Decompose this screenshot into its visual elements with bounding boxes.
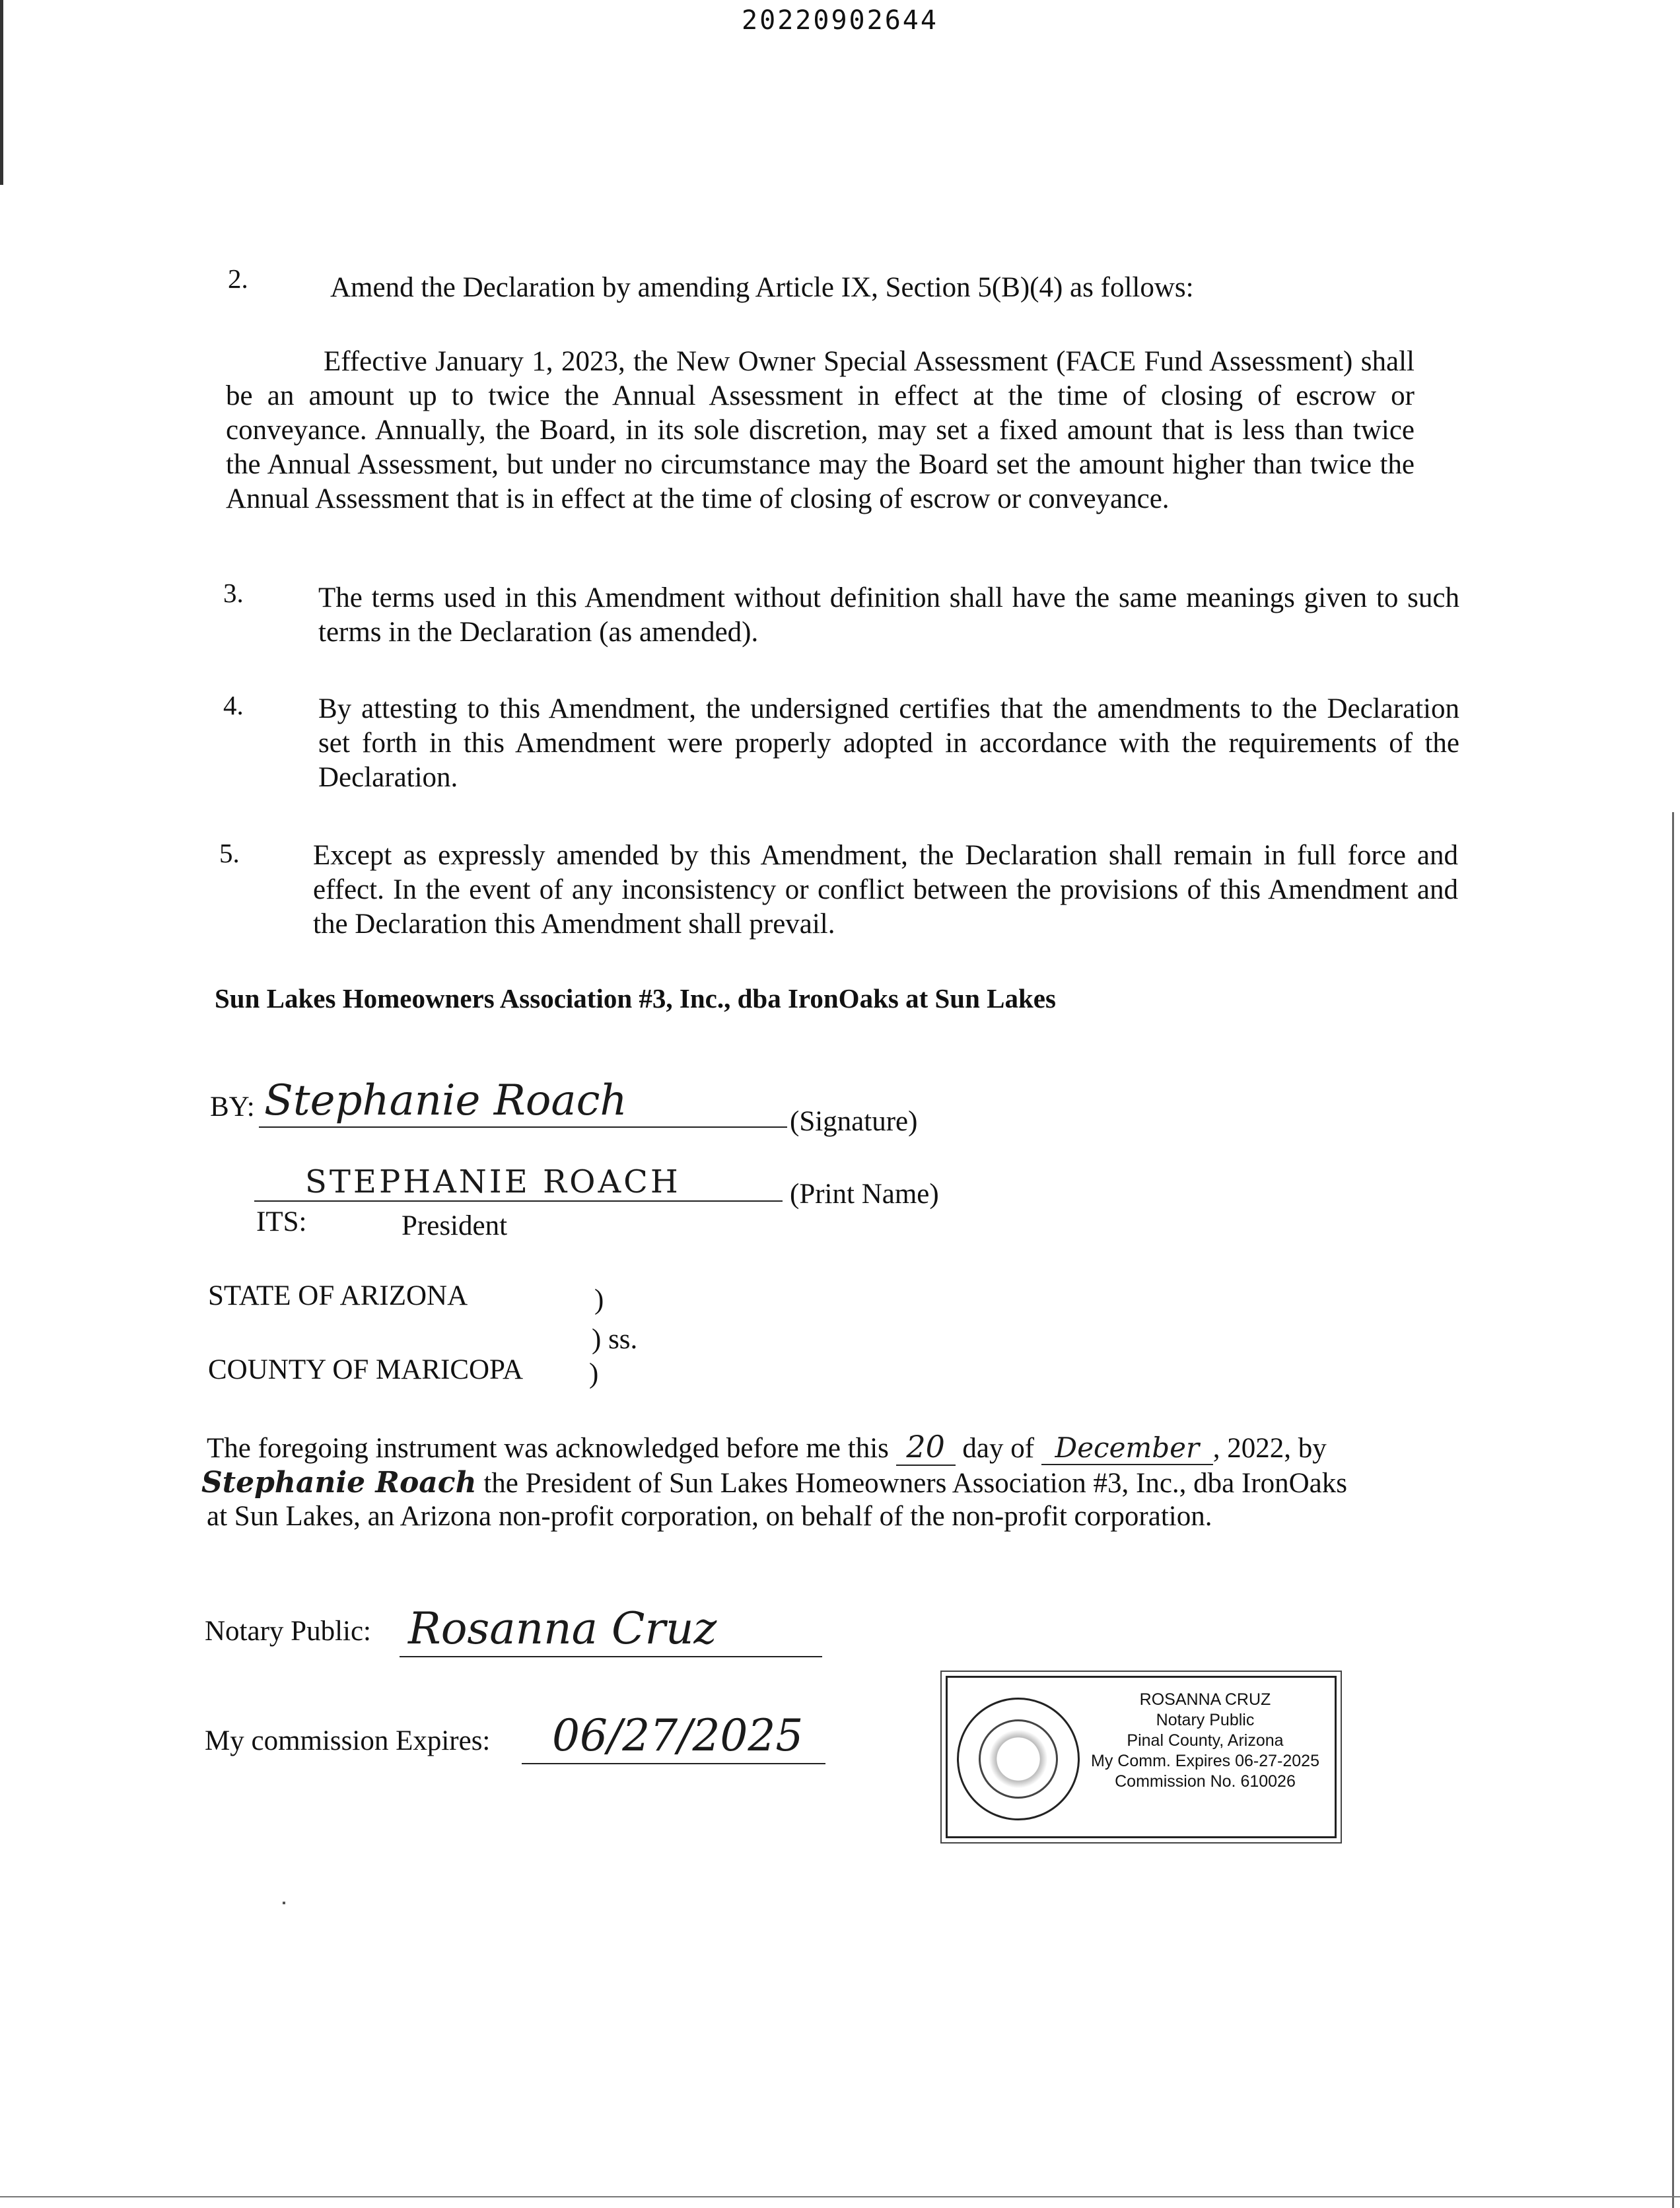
scan-speck [283, 1902, 285, 1904]
venue-county: COUNTY OF MARICOPA [208, 1354, 524, 1385]
item-number: 4. [223, 690, 244, 720]
handwritten-signature: Stephanie Roach [264, 1076, 627, 1125]
seal-text [1086, 1690, 1324, 1792]
scan-edge-left [0, 0, 3, 185]
amendment-paragraph: Effective January 1, 2023, the New Owner Special Assessment (FACE Fund Assessment) shall be an amount up to twice the Annual Assessment in effect at the time of closing of escrow or conveyance. Annually, the Board, in its sole discretion, may set a fixed amount that is less than twice the Annual Assessment, but under no circumstance may the Board set the amount higher than twice the Annual Assessment that is in effect at the time of closing of escrow or conveyance. [226, 346, 1415, 514]
commission-expires-value: 06/27/2025 [552, 1710, 804, 1761]
seal-name: ROSANNA CRUZ [1139, 1690, 1271, 1709]
ack-day: 20 [896, 1429, 956, 1466]
seal-commission: Commission No. 610026 [1115, 1772, 1296, 1791]
ack-signer: Stephanie Roach [201, 1466, 477, 1500]
item-text: The terms used in this Amendment without definition shall have the same meanings given to such terms in the Declaration (as amended). [318, 582, 1459, 648]
seal-emblem-center [979, 1719, 1058, 1799]
officer-title: President [402, 1210, 508, 1241]
acknowledgment-line-3: at Sun Lakes, an Arizona non-profit corporation, on behalf of the non-profit corporation. [207, 1501, 1212, 1532]
signature-label: (Signature) [790, 1106, 918, 1137]
item-text: By attesting to this Amendment, the undersigned certifies that the amendments to the Declaration set forth in this Amendment were properly adopted in accordance with the requirements of the Declaration. [318, 693, 1459, 793]
arizona-seal-icon [957, 1698, 1080, 1820]
scan-edge-bottom [0, 2196, 1680, 2197]
scan-edge-right [1672, 812, 1674, 2208]
item-number: 2. [228, 263, 248, 294]
venue-state: STATE OF ARIZONA [208, 1280, 468, 1311]
recording-number: 20220902644 [742, 5, 938, 36]
ack-month: December [1041, 1432, 1213, 1465]
ack-suffix: the President of Sun Lakes Homeowners Association #3, Inc., dba IronOaks [483, 1468, 1348, 1499]
signature-line [259, 1126, 787, 1128]
commission-expires-line [522, 1763, 825, 1764]
notary-signature: Rosanna Cruz [408, 1603, 717, 1654]
print-name-line [254, 1200, 783, 1202]
print-name-label: (Print Name) [790, 1179, 939, 1210]
handwritten-print-name: STEPHANIE ROACH [305, 1163, 681, 1200]
notary-signature-line [400, 1656, 822, 1657]
seal-title: Notary Public [1156, 1711, 1255, 1729]
venue-ss: ) ss. [592, 1324, 638, 1355]
notary-seal [946, 1676, 1337, 1838]
ack-prefix: The foregoing instrument was acknowledged before me this [207, 1433, 889, 1464]
association-name: Sun Lakes Homeowners Association #3, Inc., dba IronOaks at Sun Lakes [215, 983, 1056, 1014]
acknowledgment-line-2 [201, 1466, 1347, 1500]
notary-label: Notary Public: [205, 1616, 371, 1647]
seal-county: Pinal County, Arizona [1127, 1731, 1284, 1750]
acknowledgment-line-1 [207, 1429, 1327, 1466]
item-number: 3. [223, 578, 244, 608]
by-label: BY: [210, 1091, 255, 1122]
item-number: 5. [219, 838, 240, 868]
venue-paren: ) [589, 1358, 599, 1389]
item-text: Except as expressly amended by this Amendment, the Declaration shall remain in full force and effect. In the event of any inconsistency or conflict between the provisions of this Amendment and the Declaration this Amendment shall prevail. [313, 840, 1458, 940]
ack-day-of: day of [962, 1433, 1035, 1464]
venue-paren: ) [594, 1284, 604, 1315]
seal-expires: My Comm. Expires 06-27-2025 [1091, 1752, 1319, 1770]
its-label: ITS: [256, 1206, 307, 1237]
commission-expires-label: My commission Expires: [205, 1725, 491, 1756]
item-text: Amend the Declaration by amending Article IX, Section 5(B)(4) as follows: [330, 272, 1194, 303]
ack-year: , 2022, by [1212, 1433, 1327, 1464]
